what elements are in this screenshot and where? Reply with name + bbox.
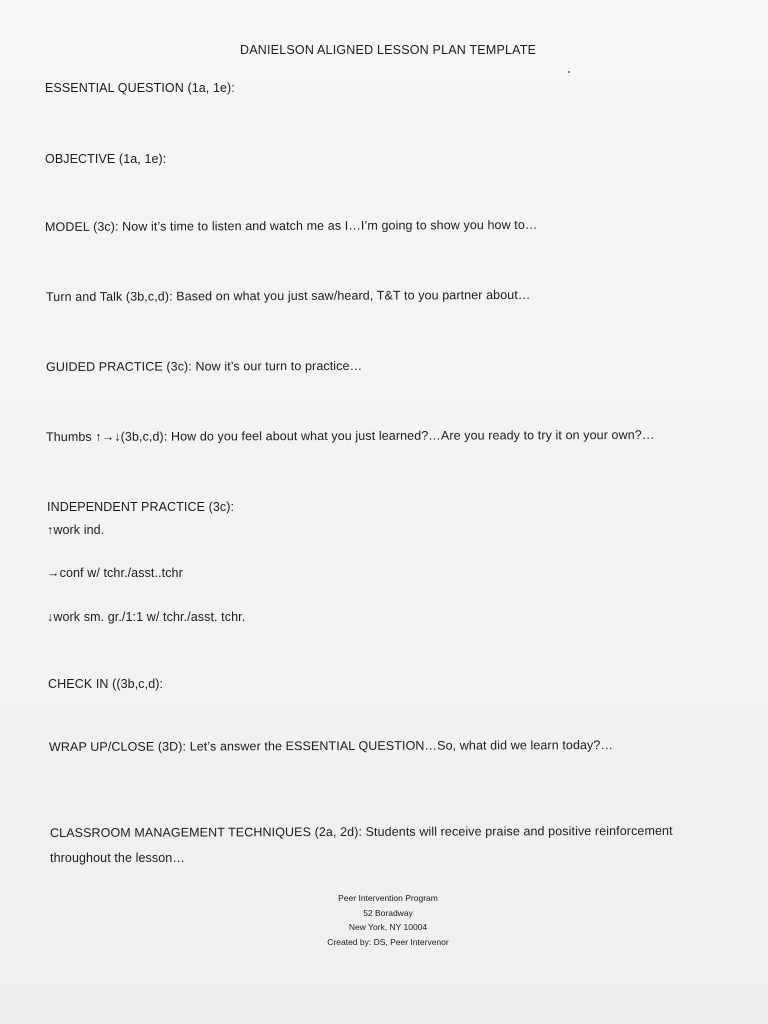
essential-question-heading: ESSENTIAL QUESTION (1a, 1e): (45, 81, 235, 95)
footer-created-by: Created by: DS, Peer Intervenor (327, 936, 449, 947)
footer-street: 52 Boradway (363, 907, 413, 918)
independent-practice-heading: INDEPENDENT PRACTICE (3c): (47, 500, 235, 514)
classroom-management-line-1: CLASSROOM MANAGEMENT TECHNIQUES (2a, 2d): Students will receive praise and positive reinforcement (49, 823, 673, 840)
model-section: MODEL (3c): Now it’s time to listen and watch me as I…I’m going to show you how to… (44, 217, 538, 234)
footer-city: New York, NY 10004 (348, 922, 428, 932)
option-small-group: ↓work sm. gr./1:1 w/ tchr./asst. tchr. (47, 610, 246, 624)
document-footer (300, 891, 476, 949)
turn-and-talk-section: Turn and Talk (3b,c,d): Based on what you just saw/heard, T&T to you partner about… (45, 287, 531, 304)
option-work-independently: ↑work ind. (47, 523, 105, 537)
footer-program: Peer Intervention Program (338, 893, 438, 903)
scan-speck (568, 71, 570, 73)
check-in-heading: CHECK IN ((3b,c,d): (48, 677, 164, 691)
option-conference-teacher: →conf w/ tchr./asst..tchr (47, 566, 183, 580)
guided-practice-section: GUIDED PRACTICE (3c): Now it’s our turn to practice… (45, 358, 363, 374)
document-title: DANIELSON ALIGNED LESSON PLAN TEMPLATE (240, 43, 537, 57)
wrap-up-section: WRAP UP/CLOSE (3D): Let’s answer the ESSENTIAL QUESTION…So, what did we learn today?… (48, 738, 614, 754)
objective-heading: OBJECTIVE (1a, 1e): (45, 152, 167, 166)
classroom-management-line-2: throughout the lesson… (50, 851, 185, 865)
thumbs-section: Thumbs ↑→↓(3b,c,d): How do you feel about what you just learned?…Are you ready to try it on your own?… (45, 427, 655, 444)
